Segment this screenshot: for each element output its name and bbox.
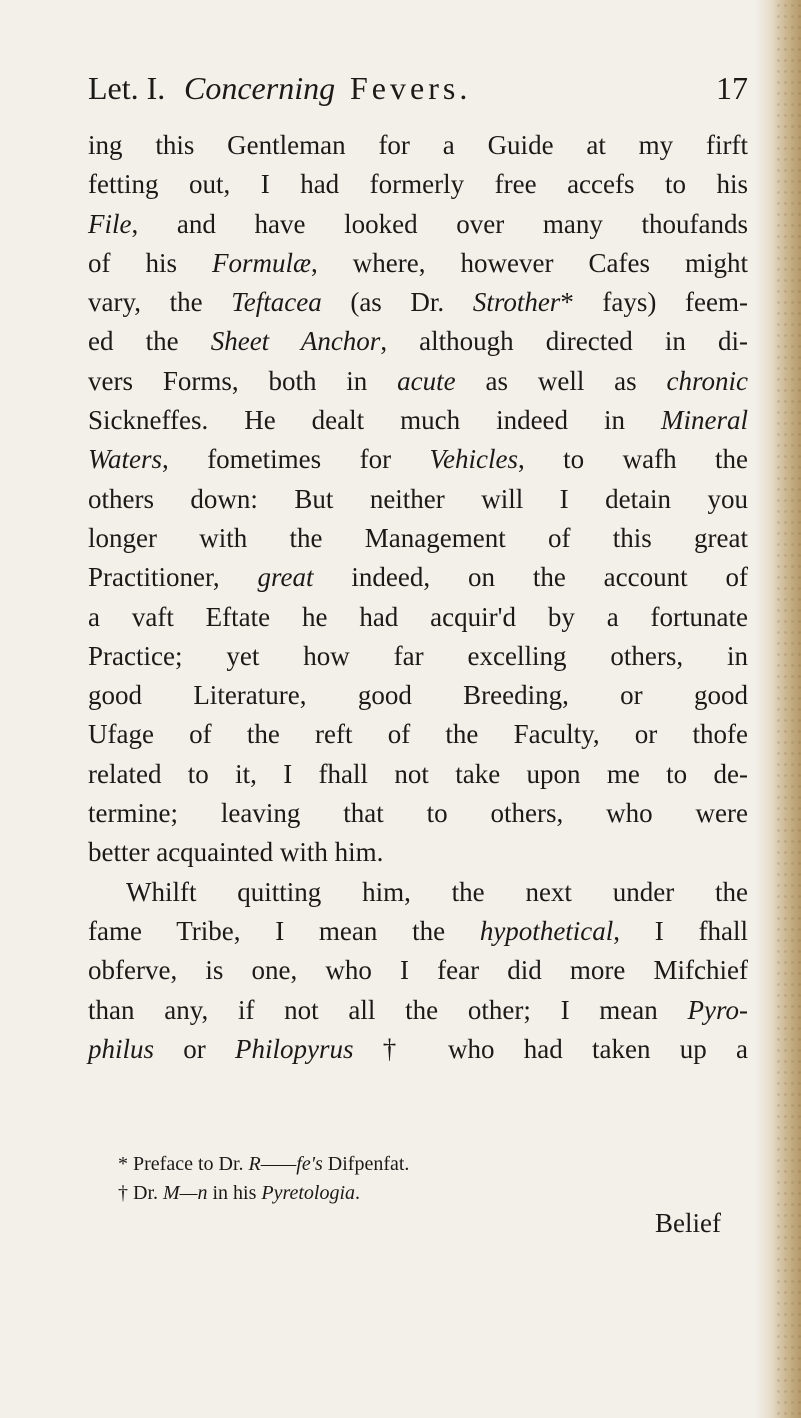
text-line <box>88 165 748 204</box>
text-run: than any, if not all the other; I mean <box>88 994 688 1025</box>
text-run: , although directed in di- <box>380 326 748 357</box>
text-run: ed the <box>88 326 211 357</box>
text-line <box>88 362 748 401</box>
text-run: Ufage of the reft of the Faculty, or thofe <box>88 719 748 750</box>
italic-text-run: Teftacea <box>231 287 322 318</box>
text-line <box>88 833 748 872</box>
italic-text-run: File <box>88 208 132 239</box>
text-line <box>88 755 748 794</box>
text-run: * Preface to Dr. <box>118 1153 249 1175</box>
header-letter-number: Let. I. <box>88 70 166 106</box>
text-line <box>88 401 748 440</box>
text-run: better acquainted with him. <box>88 837 384 868</box>
text-line <box>88 480 748 519</box>
footnotes <box>118 1150 718 1208</box>
italic-text-run: great <box>257 562 314 593</box>
text-line <box>88 283 748 322</box>
text-run: or <box>154 1033 236 1064</box>
text-run: longer with the Management of this great <box>88 522 748 553</box>
text-run: , to wafh the <box>517 444 748 475</box>
italic-text-run: M—n <box>163 1182 208 1204</box>
text-line <box>88 440 748 479</box>
text-run: of his <box>88 247 213 278</box>
italic-text-run: R——fe's <box>248 1153 323 1175</box>
text-run: Difpenfat. <box>322 1153 410 1175</box>
italic-text-run: Mineral <box>661 405 748 436</box>
text-line <box>88 519 748 558</box>
text-line <box>88 322 748 361</box>
text-run: as well as <box>455 365 667 396</box>
text-line <box>88 715 748 754</box>
italic-text-run: Strother <box>472 287 561 318</box>
catchword: Belief <box>655 1208 721 1238</box>
italic-text-run: acute <box>397 365 456 396</box>
text-run: . <box>355 1182 361 1204</box>
text-run: termine; leaving that to others, who were <box>88 798 748 829</box>
text-run: , and have looked over many thoufands <box>131 208 748 239</box>
text-run: Whilft quitting him, the next under the <box>126 876 748 907</box>
text-line <box>88 244 748 283</box>
italic-text-run: Sheet Anchor <box>210 326 381 357</box>
italic-text-run: hypothetical <box>479 915 614 946</box>
text-line <box>88 558 748 597</box>
italic-text-run: philus <box>88 1033 155 1064</box>
text-run: in his <box>207 1182 262 1204</box>
text-line <box>88 1030 748 1069</box>
text-run: vary, the <box>88 287 232 318</box>
text-run: , I fhall <box>613 915 748 946</box>
text-line <box>88 205 748 244</box>
text-run: related to it, I fhall not take upon me to de- <box>88 758 748 789</box>
text-run: indeed, on the account of <box>313 562 748 593</box>
text-run: ing this Gentleman for a Guide at my firft <box>88 130 748 160</box>
text-line <box>88 676 748 715</box>
text-line <box>88 598 748 637</box>
italic-text-run: Formulæ <box>212 247 312 278</box>
text-run: Sickneffes. He dealt much indeed in <box>88 405 661 436</box>
text-run: , fometimes for <box>162 444 430 475</box>
text-run: Practice; yet how far excelling others, in <box>88 640 748 671</box>
running-header <box>88 70 748 120</box>
text-line <box>88 991 748 1030</box>
text-run: others down: But neither will I detain you <box>88 483 748 514</box>
text-run: a vaft Eftate he had acquir'd by a fortunate <box>88 601 748 632</box>
footnote <box>118 1179 718 1208</box>
text-line <box>88 126 748 165</box>
text-line <box>88 912 748 951</box>
text-line <box>88 794 748 833</box>
text-run: fame Tribe, I mean the <box>88 915 480 946</box>
text-run: † who had taken up a <box>353 1033 749 1064</box>
text-run: fetting out, I had formerly free accefs to his <box>88 169 748 200</box>
italic-text-run: Philopyrus <box>235 1033 354 1064</box>
page-number: 17 <box>716 70 748 106</box>
text-line <box>88 637 748 676</box>
text-run: good Literature, good Breeding, or good <box>88 680 748 711</box>
text-run: vers Forms, both in <box>88 365 398 396</box>
italic-text-run: chronic <box>666 365 748 396</box>
text-run: † Dr. <box>118 1182 163 1204</box>
footnote <box>118 1150 718 1179</box>
body-text <box>88 126 748 1069</box>
header-concerning: Concerning <box>184 70 336 106</box>
text-run: obferve, is one, who I fear did more Mifchief <box>88 955 748 986</box>
text-run: * fays) feem- <box>560 287 748 318</box>
page-edge-texture <box>775 0 801 1418</box>
italic-text-run: Waters <box>88 444 163 475</box>
italic-text-run: Vehicles <box>429 444 518 475</box>
italic-text-run: Pyro- <box>687 994 748 1025</box>
header-fevers: Fevers. <box>350 70 472 106</box>
text-run: Practitioner, <box>88 562 258 593</box>
text-run: (as Dr. <box>321 287 473 318</box>
italic-text-run: Pyretologia <box>261 1182 356 1204</box>
text-run: , where, however Cafes might <box>311 247 748 278</box>
text-line <box>88 951 748 990</box>
text-line <box>88 873 748 912</box>
